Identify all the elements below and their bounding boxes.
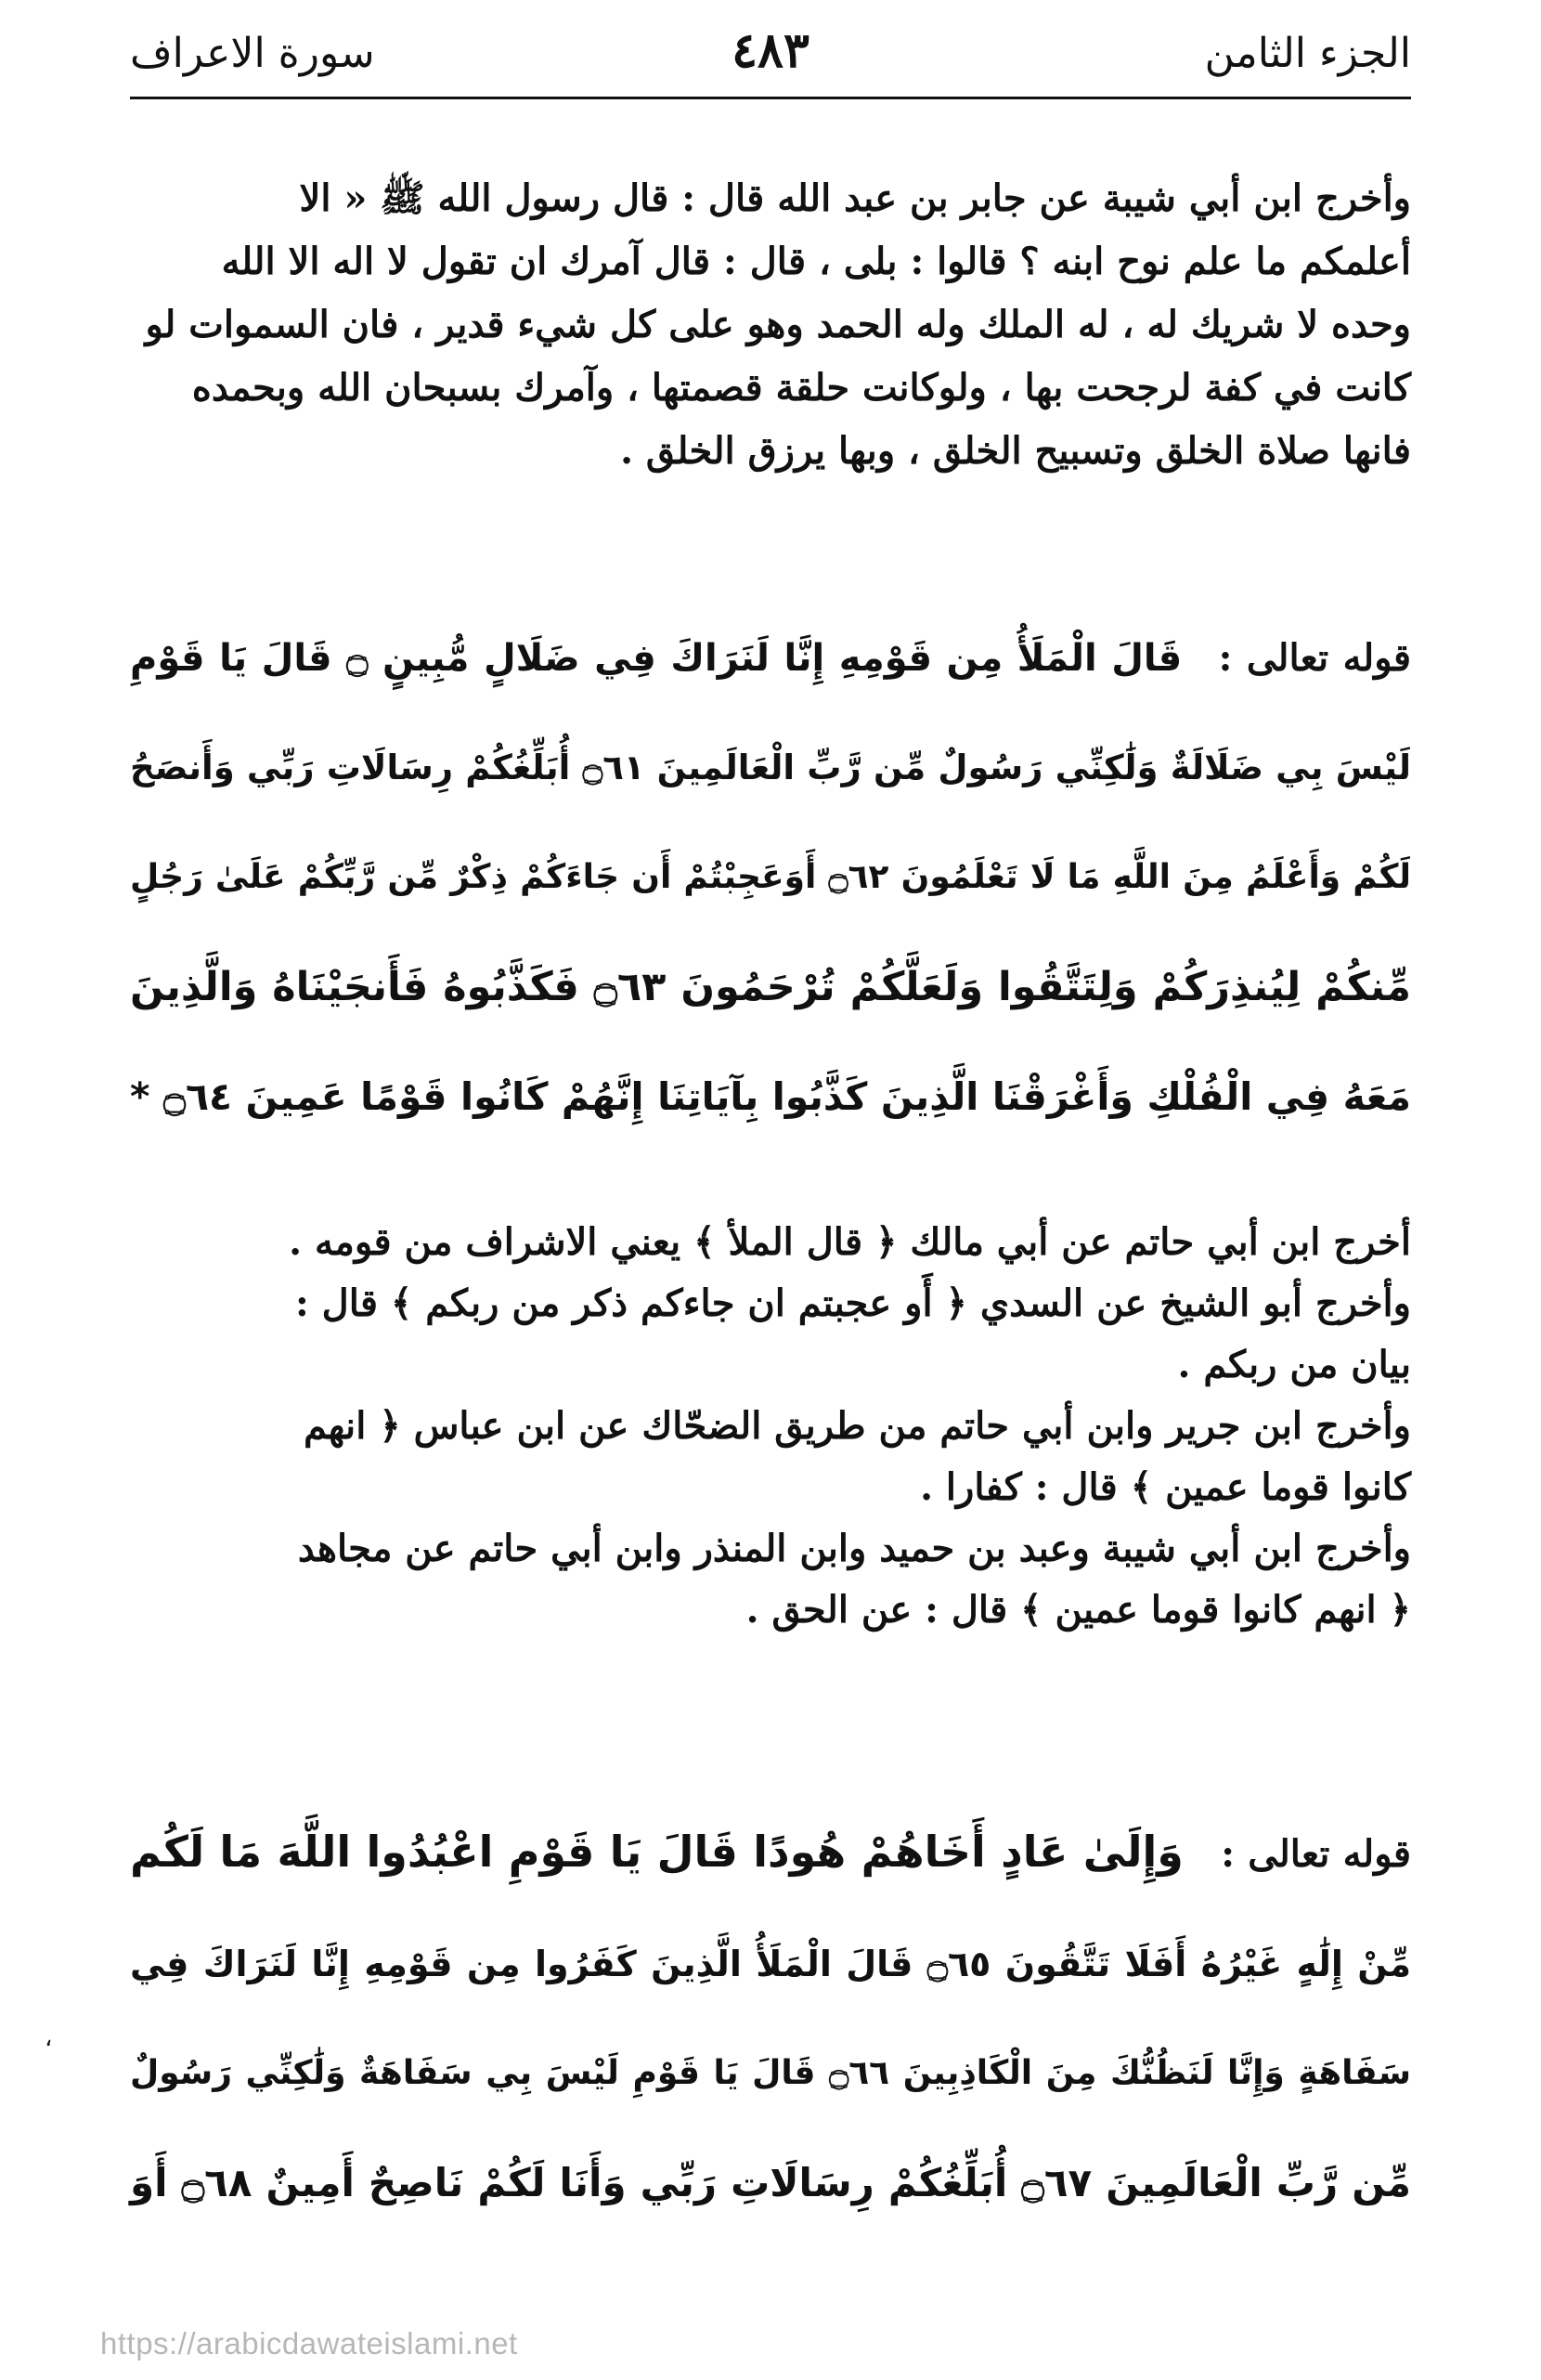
header-rule — [130, 97, 1411, 99]
verse-line: لَيْسَ بِي ضَلَالَةٌ وَلَٰكِنِّي رَسُولٌ مِّن رَّبِّ الْعَالَمِينَ ۝٦١ أُبَلِّغُكُمْ رِسَالَاتِ رَبِّي وَأَنصَحُ — [130, 748, 1411, 787]
page-number: ٤٨٣ — [732, 22, 809, 79]
verse-line — [130, 604, 1411, 713]
verse-lead: قوله تعالى : — [1221, 1832, 1412, 1876]
commentary-notes — [130, 1212, 1411, 1641]
verse-line: مِّنْ إِلَٰهٍ غَيْرُهُ أَفَلَا تَتَّقُونَ ۝٦٥ قَالَ الْمَلَأُ الَّذِينَ كَفَرُوا مِن قَوْمِهِ إِنَّا لَنَرَاكَ فِي — [130, 1944, 1411, 1984]
hadith-line: كانت في كفة لرجحت بها ، ولوكانت حلقة قصمتها ، وآمرك بسبحان الله وبحمده — [191, 366, 1411, 410]
hadith-line: وحده لا شريك له ، له الملك وله الحمد وهو على كل شيء قدير ، فان السموات لو — [145, 303, 1411, 346]
verse-line: مِّن رَّبِّ الْعَالَمِينَ ۝٦٧ أُبَلِّغُكُمْ رِسَالَاتِ رَبِّي وَأَنَا لَكُمْ نَاصِحٌ أَمِينٌ ۝٦٨ أَوَ — [130, 2160, 1412, 2205]
hadith-line: أعلمكم ما علم نوح ابنه ؟ قالوا : بلى ، قال : قال آمرك ان تقول لا اله الا الله — [221, 240, 1411, 283]
verse-line: سَفَاهَةٍ وَإِنَّا لَنَظُنُّكَ مِنَ الْكَاذِبِينَ ۝٦٦ قَالَ يَا قَوْمِ لَيْسَ بِي سَفَاهَةٌ وَلَٰكِنِّي رَسُولٌ — [130, 2054, 1412, 2092]
hadith-line: فانها صلاة الخلق وتسبيح الخلق ، وبها يرزق الخلق . — [620, 429, 1411, 473]
surah-name: سورة الاعراف — [130, 30, 375, 77]
hadith-line: وأخرج ابن أبي شيبة عن جابر بن عبد الله قال : قال رسول الله ﷺ « الا — [299, 176, 1411, 220]
juz-name: الجزء الثامن — [1204, 30, 1411, 77]
verse-line: مِّنكُمْ لِيُنذِرَكُمْ وَلِتَتَّقُوا وَلَعَلَّكُمْ تُرْحَمُونَ ۝٦٣ فَكَذَّبُوهُ فَأَنجَيْنَاهُ وَالَّذِينَ — [130, 964, 1411, 1010]
note-line: كانوا قوما عمين ﴾ قال : كفارا . — [920, 1465, 1411, 1509]
note-line: بيان من ربكم . — [1177, 1343, 1411, 1386]
watermark-url: https://arabicdawateislami.net — [100, 2326, 518, 2360]
verse-line: لَكُمْ وَأَعْلَمُ مِنَ اللَّهِ مَا لَا تَعْلَمُونَ ۝٦٢ أَوَعَجِبْتُمْ أَن جَاءَكُمْ ذِكْرٌ مِّن رَّبِّكُمْ عَلَىٰ رَجُلٍ — [130, 858, 1411, 896]
verse-block-2 — [130, 1797, 1411, 2238]
verse-line — [130, 1797, 1411, 1909]
note-line: وأخرج أبو الشيخ عن السدي ﴿ أَو عجبتم ان جاءكم ذكر من ربكم ﴾ قال : — [294, 1281, 1411, 1325]
note-line: ﴿ انهم كانوا قوما عمين ﴾ قال : عن الحق . — [745, 1588, 1411, 1632]
verse-line: مَعَهُ فِي الْفُلْكِ وَأَغْرَقْنَا الَّذِينَ كَذَّبُوا بِآيَاتِنَا إِنَّهُمْ كَانُوا قَوْمًا عَمِينَ ۝٦٤ * — [130, 1074, 1411, 1119]
verse-lead: قوله تعالى : — [1218, 636, 1411, 680]
note-line: وأخرج ابن أبي شيبة وعبد بن حميد وابن المنذر وابن أبي حاتم عن مجاهد — [297, 1527, 1411, 1570]
note-line: وأخرج ابن جرير وابن أبي حاتم من طريق الضحّاك عن ابن عباس ﴿ انهم — [304, 1404, 1411, 1448]
margin-mark: ، — [45, 2024, 53, 2052]
note-line: أخرج ابن أبي حاتم عن أبي مالك ﴿ قال الملأ ﴾ يعني الاشراف من قومه . — [289, 1220, 1411, 1264]
verse-text: وَإِلَىٰ عَادٍ أَخَاهُمْ هُودًا قَالَ يَا قَوْمِ اعْبُدُوا اللَّهَ مَا لَكُم — [130, 1827, 1184, 1877]
verse-block-1 — [130, 604, 1411, 1151]
hadith-paragraph — [130, 167, 1411, 483]
verse-text: قَالَ الْمَلَأُ مِن قَوْمِهِ إِنَّا لَنَرَاكَ فِي ضَلَالٍ مُّبِينٍ ۝ قَالَ يَا قَوْمِ — [130, 637, 1183, 680]
running-header — [130, 13, 1411, 97]
